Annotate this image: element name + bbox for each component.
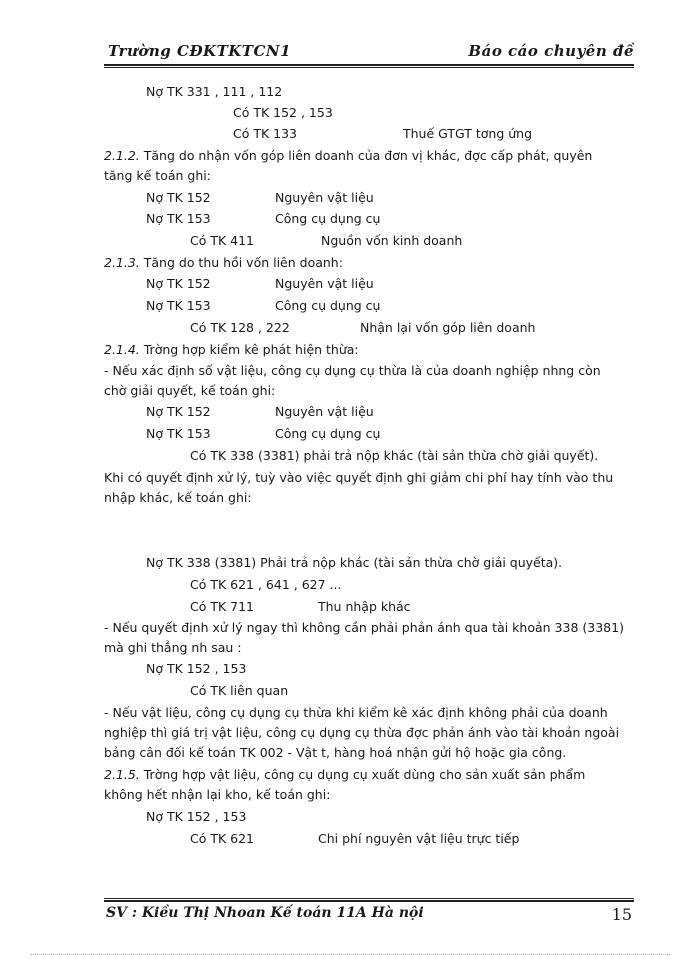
section-heading	[104, 342, 359, 357]
entry-desc: Nguyên vật liệu	[275, 276, 374, 291]
entry-line: Nợ TK 152 , 153	[146, 661, 247, 676]
section-heading	[104, 148, 592, 163]
paragraph-line: không hết nhận lại kho, kế toán ghi:	[104, 787, 331, 802]
footer-rule-thin	[104, 898, 634, 899]
entry-line: Nợ TK 152	[146, 404, 211, 419]
section-number: 2.1.3.	[104, 255, 140, 270]
entry-desc: Công cụ dụng cụ	[275, 298, 381, 313]
entry-line: Nợ TK 331 , 111 , 112	[146, 84, 283, 99]
entry-line: Nợ TK 153	[146, 211, 211, 226]
entry-line: Nợ TK 153	[146, 298, 211, 313]
page-edge-divider	[30, 954, 670, 955]
entry-line: Có TK 621	[190, 831, 255, 846]
entry-line: Có TK 621 , 641 , 627 ...	[190, 577, 342, 592]
section-number: 2.1.4.	[104, 342, 140, 357]
entry-desc: Thu nhập khác	[318, 599, 411, 614]
header-rule-thin	[104, 67, 634, 68]
entry-line: Nợ TK 338 (3381) Phải trả nộp khác (tài sản thừa chờ giải quyếta).	[146, 555, 563, 570]
section-text: Tăng do nhận vốn góp liên doanh của đơn vị khác, đợc cấp phát, quyên	[139, 148, 593, 163]
section-text: Trờng hợp vật liệu, công cụ dụng cụ xuất dùng cho sản xuất sản phẩm	[139, 767, 586, 782]
paragraph-line: - Nếu vật liệu, công cụ dụng cụ thừa khi kiểm kê xác định không phải của doanh	[104, 705, 608, 720]
paragraph-line: tăng kế toán ghi:	[104, 168, 211, 183]
paragraph-line: chờ giải quyết, kế toán ghi:	[104, 383, 276, 398]
entry-line: Có TK 711	[190, 599, 255, 614]
section-heading	[104, 767, 585, 782]
paragraph-line: bảng cân đối kế toán TK 002 - Vật t, hàng hoá nhận gửi hộ hoặc gia công.	[104, 745, 567, 760]
footer-author: SV : Kiều Thị Nhoan Kế toán 11A Hà nội	[106, 905, 424, 921]
paragraph-line: nghiệp thì giá trị vật liệu, công cụ dụng cụ thừa đợc phản ánh vào tài khoản ngoài	[104, 725, 620, 740]
entry-desc: Nguyên vật liệu	[275, 404, 374, 419]
entry-line: Có TK liên quan	[190, 683, 289, 698]
section-text: Trờng hợp kiểm kê phát hiện thừa:	[139, 342, 359, 357]
section-heading	[104, 255, 343, 270]
section-text: Tăng do thu hồi vốn liên doanh:	[139, 255, 343, 270]
header-rule	[104, 64, 634, 66]
entry-line: Có TK 411	[190, 233, 255, 248]
entry-desc: Nguồn vốn kinh doanh	[321, 233, 463, 248]
paragraph-line: mà ghi thẳng nh sau :	[104, 640, 242, 655]
entry-line: Có TK 338 (3381) phải trả nộp khác (tài sản thừa chờ giải quyết).	[190, 448, 599, 463]
paragraph-line: - Nếu quyết định xử lý ngay thì không cần phải phản ánh qua tài khoản 338 (3381)	[104, 620, 624, 635]
entry-line: Nợ TK 152	[146, 276, 211, 291]
entry-line: Có TK 133	[233, 126, 298, 141]
entry-desc: Nguyên vật liệu	[275, 190, 374, 205]
header-report-title: Báo cáo chuyên đề	[468, 42, 634, 60]
entry-desc: Chi phí nguyên vật liệu trực tiếp	[318, 831, 520, 846]
entry-desc: Công cụ dụng cụ	[275, 211, 381, 226]
entry-line: Nợ TK 153	[146, 426, 211, 441]
paragraph-line: Khi có quyết định xử lý, tuỳ vào việc quyết định ghi giảm chi phí hay tính vào thu	[104, 470, 614, 485]
page-number: 15	[611, 905, 632, 924]
entry-desc: Công cụ dụng cụ	[275, 426, 381, 441]
section-number: 2.1.5.	[104, 767, 140, 782]
paragraph-line: nhập khác, kế toán ghi:	[104, 490, 252, 505]
entry-desc: Thuế GTGT tơng ứng	[403, 126, 533, 141]
paragraph-line: - Nếu xác định số vật liệu, công cụ dụng cụ thừa là của doanh nghiệp nhng còn	[104, 363, 601, 378]
entry-line: Nợ TK 152 , 153	[146, 809, 247, 824]
entry-line: Nợ TK 152	[146, 190, 211, 205]
entry-line: Có TK 128 , 222	[190, 320, 290, 335]
header-school: Trường CĐKTKTCN1	[108, 42, 292, 60]
entry-desc: Nhận lại vốn góp liên doanh	[360, 320, 536, 335]
footer-rule	[104, 900, 634, 902]
section-number: 2.1.2.	[104, 148, 140, 163]
entry-line: Có TK 152 , 153	[233, 105, 333, 120]
